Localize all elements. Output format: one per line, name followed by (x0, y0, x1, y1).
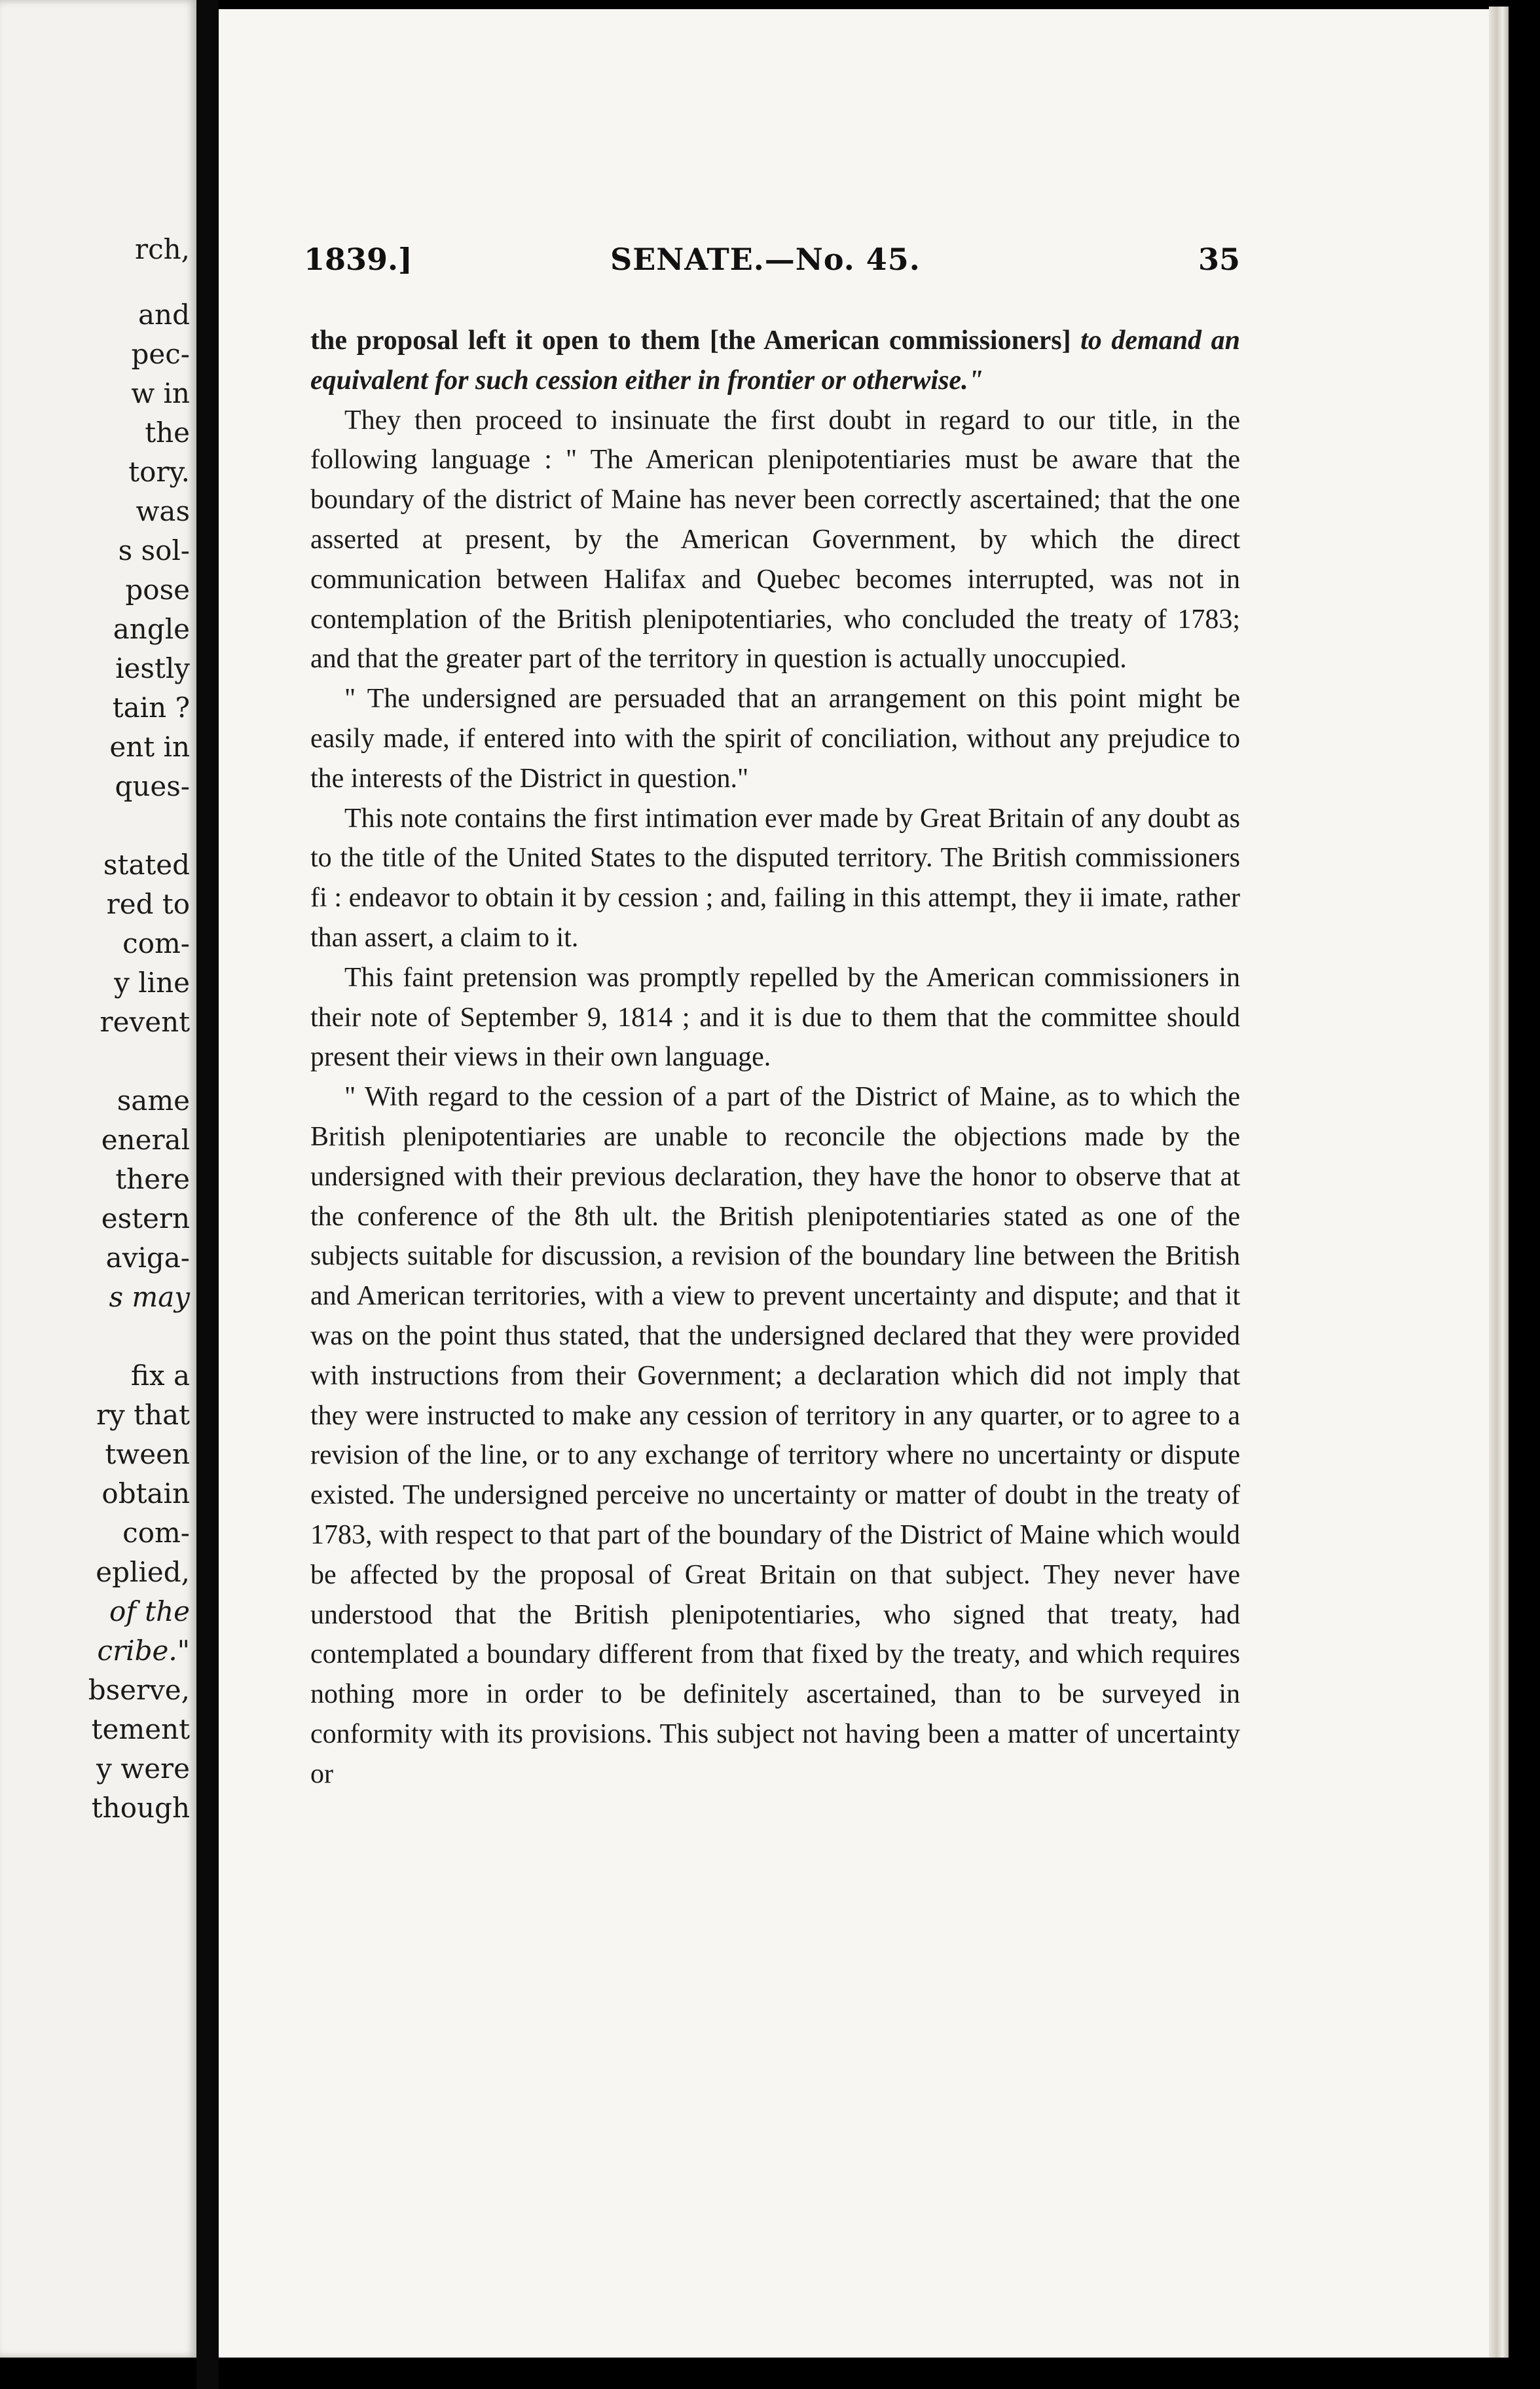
paragraph-4: This note contains the first intimation ever made by Great Britain of any doubt as to the title of the United States to the disputed territory. The British commissioners fi : endeavor to obtain it by cession ; and, failing in this attempt, they ii imate, rather than assert, a claim to it. (310, 803, 1240, 953)
left-page-fragment: bserve, (88, 1674, 190, 1706)
left-page-fragment: estern (101, 1202, 190, 1234)
left-page-fragment: obtain (101, 1477, 190, 1509)
left-page-fragment: and (138, 299, 190, 331)
left-page-fragment: though (91, 1792, 190, 1824)
left-page-fragment: tain ? (112, 692, 190, 724)
left-page-fragment: com- (122, 927, 190, 959)
body-text (310, 321, 1240, 1794)
left-page-fragment: eneral (101, 1124, 190, 1156)
left-page-fragment: same (117, 1084, 190, 1117)
paragraph-1-lead: the proposal left it open to them [the American commissioners] (310, 325, 1071, 356)
page-number: 35 (1198, 242, 1240, 277)
paragraph-2: They then proceed to insinuate the first doubt in regard to our title, in the following language : " The American plenipotentiaries must be aware that the boundary of the district of Maine has never been correctly ascertained; that the one asserted at present, by the American Government, by which the direct communication between Halifax and Quebec becomes interrupted, was not in contemplation of the British plenipotentiaries, who concluded the treaty of 1783; and that the greater part of the territory in question is actually unoccupied. (310, 405, 1240, 675)
left-page-fragment: pec- (131, 338, 190, 370)
left-page-fragment: ent in (109, 731, 190, 763)
left-page-fragment: tory. (128, 456, 190, 488)
left-page-fragment: iestly (115, 652, 190, 684)
left-page-fragment: w in (131, 377, 190, 409)
left-page-fragment: fix a (130, 1360, 190, 1392)
left-page-fragment: y line (114, 967, 190, 999)
left-page-fragment: cribe." (97, 1635, 190, 1667)
left-page-fragment: tween (105, 1438, 190, 1470)
left-page-fragment: was (136, 495, 190, 527)
left-page-text-fragments (0, 0, 190, 2358)
left-page-fragment: ques- (115, 770, 190, 802)
paragraph-6: " With regard to the cession of a part of the District of Maine, as to which the British plenipotentiaries are unable to reconcile the objections made by the undersigned with their previous declaration, they have the honor to observe that at the conference of the 8th ult. the British plenipotentiaries stated as one of the subjects suitable for discussion, a revision of the boundary line between the British and American territories, with a view to prevent uncertainty and dispute; and that it was on the point thus stated, that the undersigned declared that they were provided with instructions from their Government; a declaration which did not imply that they were instructed to make any cession of territory in any quarter, or to agree to a revision of the line, or to any exchange of territory where no uncertainty or dispute existed. The undersigned perceive no uncertainty or matter of doubt in the treaty of 1783, with respect to that part of the boundary of the District of Maine which would be affected by the proposal of Great Britain on that subject. They never have understood that the British plenipotentiaries, who signed that treaty, had contemplated a boundary different from that fixed by the treaty, and which requires nothing more in order to be definitely ascertained, than to be surveyed in conformity with its provisions. This subject not having been a matter of uncertainty or (310, 1082, 1240, 1789)
book-gutter (196, 0, 219, 2389)
left-page-fragment: y were (96, 1752, 190, 1785)
paragraph-1 (310, 321, 1240, 401)
left-facing-page (0, 0, 196, 2358)
left-page-fragment: angle (113, 613, 190, 645)
header-year: 1839.] (304, 242, 412, 277)
left-page-fragment: stated (103, 849, 190, 881)
left-page-fragment: pose (125, 574, 190, 606)
paragraph-1-italic: to demand an equivalent for such cession either in frontier or otherwise." (310, 325, 1240, 396)
left-page-fragment: of the (109, 1595, 190, 1627)
left-page-fragment: com- (122, 1517, 190, 1549)
paragraph-5: This faint pretension was promptly repelled by the American commissioners in their note of September 9, 1814 ; and it is due to them that the committee should present their views in their own language. (310, 962, 1240, 1073)
paragraph-3: " The undersigned are persuaded that an arrangement on this point might be easily made, if entered into with the spirit of conciliation, without any prejudice to the interests of the District in question." (310, 684, 1240, 794)
running-header (304, 242, 1240, 287)
main-page (219, 9, 1489, 2358)
left-page-fragment: revent (100, 1006, 190, 1038)
left-page-fragment: tement (91, 1713, 190, 1745)
left-page-fragment: aviga- (105, 1242, 190, 1274)
left-page-fragment: s may (109, 1281, 190, 1313)
left-page-fragment: eplied, (96, 1556, 190, 1588)
left-page-fragment: red to (106, 888, 190, 920)
left-page-fragment: the (145, 417, 190, 449)
left-page-fragment: rch, (135, 233, 190, 265)
left-page-fragment: s sol- (118, 534, 190, 566)
page-edge (1489, 7, 1509, 2358)
header-title: SENATE.—No. 45. (610, 242, 921, 277)
left-page-fragment: there (115, 1163, 190, 1195)
left-page-fragment: ry that (96, 1399, 190, 1431)
